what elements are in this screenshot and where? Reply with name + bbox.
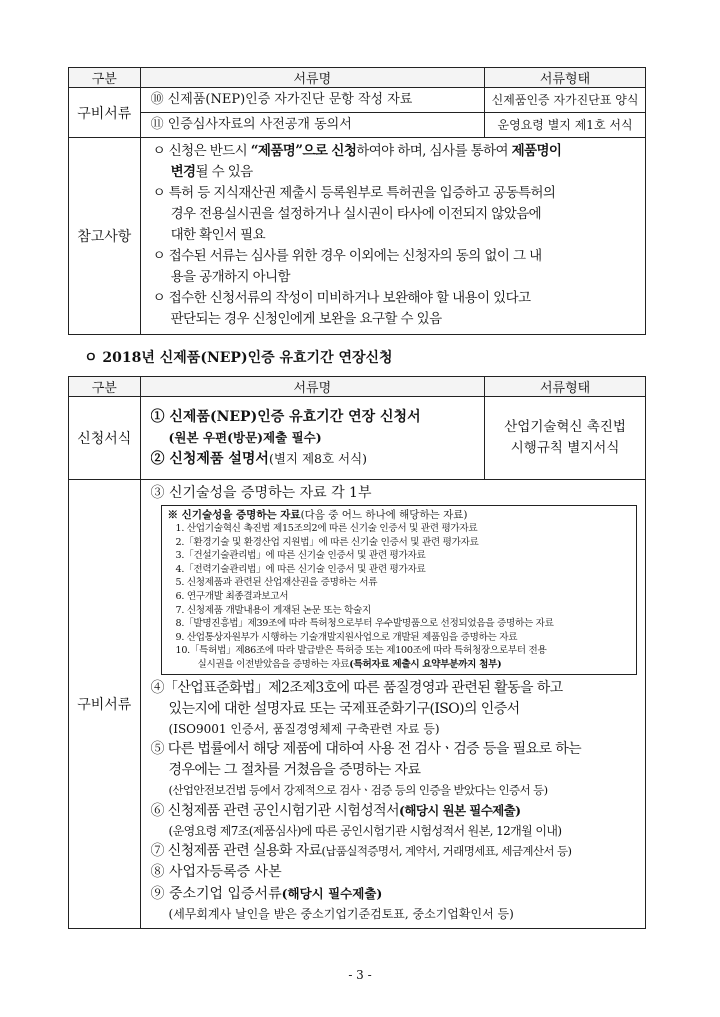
- note-line: ㅇ 접수한 신청서류의 작성이 미비하거나 보완해야 할 내용이 있다고: [152, 290, 531, 306]
- doc-item-7: ⑦ 신청제품 관련 실용화 자료(납품실적증명서, 계약서, 거래명세표, 세금계산서 등): [150, 842, 572, 859]
- row-label-required-docs: 구비서류: [69, 480, 141, 929]
- notes-cell: [140, 138, 645, 335]
- list-item: 6. 연구개발 최종결과보고서: [175, 590, 289, 602]
- doc-item-6-note: (운영요령 제7조(제품심사)에 따른 공인시험기관 시험성적서 원본, 12개월 이내): [168, 823, 562, 838]
- doc-item-5-note: (산업안전보건법 등에서 강제적으로 검사ㆍ검증 등의 인증을 받았다는 인증서 등): [168, 782, 548, 797]
- doc-item-9-note: (세무회계사 날인을 받은 중소기업기준검토표, 중소기업확인서 등): [168, 906, 514, 921]
- application-form-type: 산업기술혁신 촉진법 시행규칙 별지서식: [485, 397, 646, 480]
- list-item: 실시권을 이전받았음을 증명하는 자료(특허자료 제출시 요약부분까지 첨부): [197, 658, 502, 670]
- document-form: 운영요령 별지 제1호 서식: [485, 113, 646, 138]
- list-item: 3.「건설기술관리법」에 따른 신기술 인증서 및 관련 평가자료: [175, 550, 426, 562]
- header-category: 구분: [69, 377, 141, 397]
- table-row: [69, 138, 646, 335]
- table-header-row: [69, 68, 646, 88]
- list-item: 7. 신청제품 개발내용이 게재된 논문 또는 학술지: [175, 604, 371, 616]
- row-label-application-form: 신청서식: [69, 397, 141, 480]
- note-line: 변경될 수 있음: [170, 164, 253, 180]
- table-row: [69, 88, 646, 113]
- list-item: 4.「전력기술관리법」에 따른 신기술 인증서 및 관련 평가자료: [175, 563, 426, 575]
- doc-item-6: ⑥ 신청제품 관련 공인시험기관 시험성적서(해당시 원본 필수제출): [150, 802, 521, 819]
- box-title: ※ 신기술성을 증명하는 자료(다음 중 어느 하나에 해당하는 자료): [167, 509, 468, 521]
- new-technology-evidence-box: [161, 505, 637, 675]
- continuation-table: [68, 67, 646, 335]
- doc-item-4: ④「산업표준화법」제2조제3호에 따른 품질경영과 관련된 활동을 하고: [150, 679, 563, 696]
- note-line: ㅇ 신청은 반드시 “제품명”으로 신청하여야 하며, 심사를 통하여 제품명이: [152, 143, 562, 159]
- original-required-note: (원본 우편(방문)제출 필수): [168, 429, 322, 445]
- doc-item-4-cont: 있는지에 대한 설명자료 또는 국제표준화기구(ISO)의 인증서: [168, 700, 520, 717]
- note-line: 용을 공개하지 아니함: [170, 269, 290, 285]
- list-item: 10.「특허법」제86조에 따라 발급받은 특허증 또는 제100조에 따라 특허청장으로부터 전용: [175, 645, 547, 657]
- note-line: 판단되는 경우 신청인에게 보완을 요구할 수 있음: [170, 311, 442, 327]
- list-item: 9. 산업통상자원부가 시행하는 기술개발지원사업으로 개발된 제품임을 증명하는 자료: [175, 631, 518, 643]
- list-item: 5. 신청제품과 관련된 산업재산권을 증명하는 서류: [175, 577, 378, 589]
- table-row: [69, 480, 646, 929]
- doc-item-9: ⑨ 중소기업 입증서류(해당시 필수제출): [150, 885, 383, 902]
- doc-item-5: ⑤ 다른 법률에서 해당 제품에 대하여 사용 전 검사ㆍ검증 등을 필요로 하는: [150, 740, 582, 757]
- section-title: ㅇ 2018년 신제품(NEP)인증 유효기간 연장신청: [84, 350, 393, 366]
- doc-item-5-cont: 경우에는 그 절차를 거쳤음을 증명하는 자료: [168, 761, 421, 778]
- page-number: - 3 -: [348, 968, 372, 982]
- required-docs-cell: [140, 480, 645, 929]
- product-description-item: ② 신청제품 설명서(별지 제8호 서식): [150, 450, 368, 467]
- table-header-row: [69, 377, 646, 397]
- list-item: 1. 산업기술혁신 촉진법 제15조의2에 따른 신기술 인증서 및 관련 평가자료: [175, 523, 478, 534]
- header-document-form: 서류형태: [485, 68, 646, 88]
- table-row: [69, 113, 646, 138]
- application-form-item: ① 신제품(NEP)인증 유효기간 연장 신청서: [150, 408, 421, 425]
- row-label-notes: 참고사항: [69, 138, 141, 335]
- note-line: ㅇ 접수된 서류는 심사를 위한 경우 이외에는 신청자의 동의 없이 그 내: [152, 248, 542, 264]
- document-form: 신제품인증 자가진단표 양식: [485, 88, 646, 113]
- note-line: 경우 전용실시권을 설정하거나 실시권이 타사에 이전되지 않았음에: [170, 206, 542, 222]
- row-label-required-docs: 구비서류: [69, 88, 141, 138]
- note-line: 대한 확인서 필요: [170, 227, 266, 243]
- list-item: 8.「발명진흥법」제39조에 따라 특허청으로부터 우수발명품으로 선정되었음을 증명하는 자료: [175, 618, 554, 630]
- extension-application-table: [68, 376, 646, 929]
- document-name: ⑩ 신제품(NEP)인증 자가진단 문항 작성 자료: [140, 88, 485, 113]
- table-row: [69, 397, 646, 480]
- header-document-name: 서류명: [140, 68, 485, 88]
- list-item: 2.「환경기술 및 환경산업 지원법」에 따른 신기술 인증서 및 관련 평가자료: [175, 536, 479, 548]
- doc-item-3: ③ 신기술성을 증명하는 자료 각 1부: [150, 485, 372, 501]
- note-line: ㅇ 특허 등 지식재산권 제출시 등록원부로 특허권을 입증하고 공동특허의: [152, 185, 556, 201]
- document-name: ⑪ 인증심사자료의 사전공개 동의서: [140, 113, 485, 138]
- header-category: 구분: [69, 68, 141, 88]
- doc-item-8: ⑧ 사업자등록증 사본: [150, 863, 282, 880]
- application-documents: [140, 397, 485, 480]
- doc-item-4-note: (ISO9001 인증서, 품질경영체제 구축관련 자료 등): [168, 721, 440, 736]
- header-document-form: 서류형태: [485, 377, 646, 397]
- header-document-name: 서류명: [140, 377, 485, 397]
